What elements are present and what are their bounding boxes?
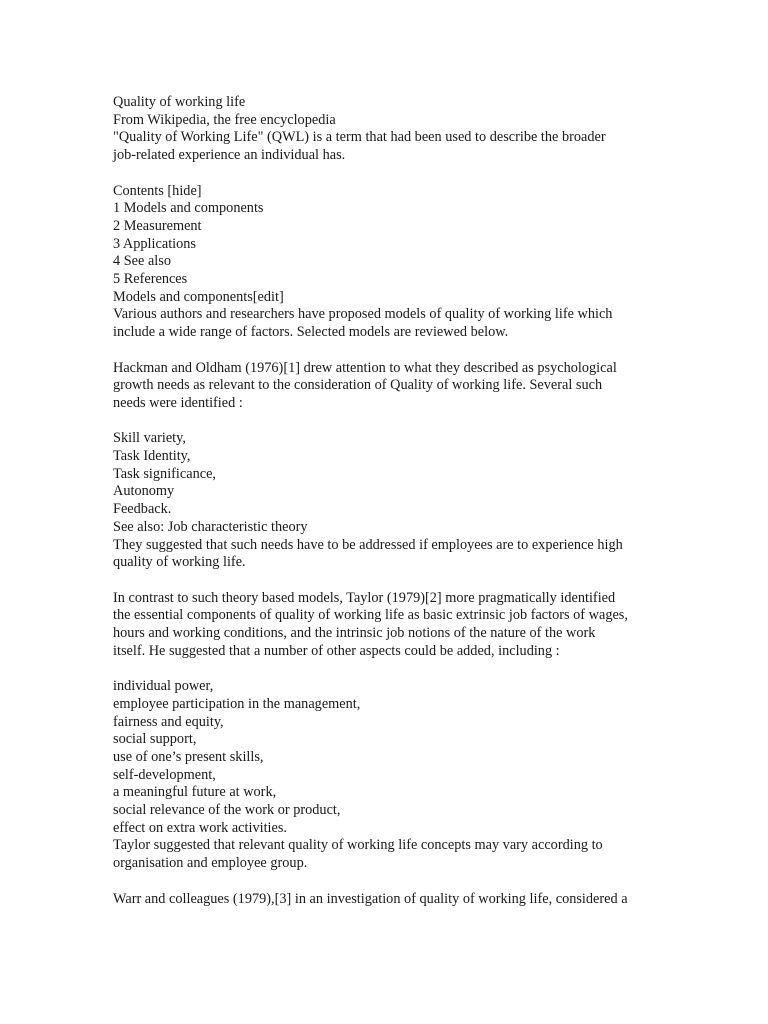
document-body bbox=[113, 94, 763, 908]
list-item: a meaningful future at work, bbox=[113, 784, 277, 801]
list-item: individual power, bbox=[113, 678, 214, 695]
list-item: effect on extra work activities. bbox=[113, 819, 288, 836]
blank-line bbox=[113, 572, 763, 590]
list-item: Task significance, bbox=[113, 465, 217, 482]
contents-item: 4 See also bbox=[113, 253, 171, 270]
text-line: itself. He suggested that a number of other aspects could be added, including : bbox=[113, 642, 560, 659]
text-line: needs were identified : bbox=[113, 394, 243, 411]
text-line: job-related experience an individual has. bbox=[113, 147, 346, 164]
blank-line bbox=[113, 660, 763, 678]
text-line: the essential components of quality of working life as basic extrinsic job factors of wages, bbox=[113, 607, 628, 624]
list-item: social relevance of the work or product, bbox=[113, 802, 341, 819]
list-item: Feedback. bbox=[113, 501, 172, 518]
blank-line bbox=[113, 342, 763, 360]
contents-item: 5 References bbox=[113, 271, 188, 288]
text-line: Warr and colleagues (1979),[3] in an investigation of quality of working life, considered a bbox=[113, 890, 628, 907]
text-line: Hackman and Oldham (1976)[1] drew attention to what they described as psychological bbox=[113, 359, 617, 376]
text-line: organisation and employee group. bbox=[113, 855, 308, 872]
text-line: Various authors and researchers have proposed models of quality of working life which bbox=[113, 306, 613, 323]
contents-heading: Contents [hide] bbox=[113, 182, 202, 199]
list-item: self-development, bbox=[113, 766, 216, 783]
blank-line bbox=[113, 165, 763, 183]
list-item: use of one’s present skills, bbox=[113, 748, 264, 765]
text-line: Taylor suggested that relevant quality of working life concepts may vary according to bbox=[113, 837, 603, 854]
list-item: social support, bbox=[113, 731, 197, 748]
contents-item: 3 Applications bbox=[113, 235, 196, 252]
list-item: Task Identity, bbox=[113, 448, 191, 465]
blank-line bbox=[113, 873, 763, 891]
text-line: growth needs as relevant to the consideration of Quality of working life. Several such bbox=[113, 377, 603, 394]
text-line: In contrast to such theory based models, Taylor (1979)[2] more pragmatically identified bbox=[113, 589, 616, 606]
text-line: quality of working life. bbox=[113, 554, 246, 571]
text-line: "Quality of Working Life" (QWL) is a term that had been used to describe the broader bbox=[113, 129, 606, 146]
contents-item: 1 Models and components bbox=[113, 200, 264, 217]
see-also-line: See also: Job characteristic theory bbox=[113, 518, 308, 535]
source-line: From Wikipedia, the free encyclopedia bbox=[113, 111, 336, 128]
text-line: hours and working conditions, and the intrinsic job notions of the nature of the work bbox=[113, 625, 596, 642]
list-item: employee participation in the management, bbox=[113, 695, 361, 712]
text-line: They suggested that such needs have to be addressed if employees are to experience high bbox=[113, 536, 623, 553]
blank-line bbox=[113, 413, 763, 431]
section-heading: Models and components[edit] bbox=[113, 288, 284, 305]
list-item: fairness and equity, bbox=[113, 713, 224, 730]
list-item: Skill variety, bbox=[113, 430, 186, 447]
text-line: include a wide range of factors. Selected models are reviewed below. bbox=[113, 324, 509, 341]
document-title: Quality of working life bbox=[113, 94, 246, 110]
contents-item: 2 Measurement bbox=[113, 217, 202, 234]
list-item: Autonomy bbox=[113, 483, 175, 500]
